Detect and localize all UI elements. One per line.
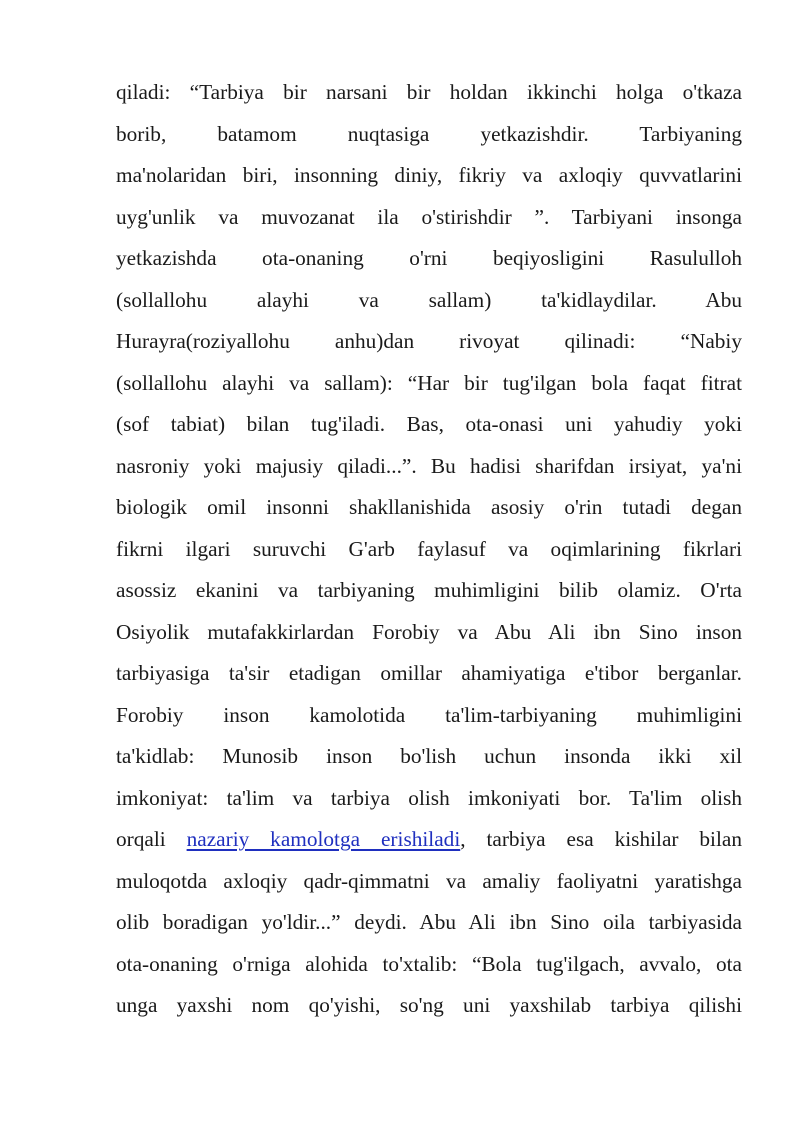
text-line: qiladi: “Tarbiya bir narsani bir holdan ikkinchi holga o'tkaza [116,80,742,104]
text-line: ota-onaning o'rniga alohida to'xtalib: “Bola tug'ilgach, avvalo, ota [116,951,742,976]
text-line: asossiz ekanini va tarbiyaning muhimligini bilib olamiz. O'rta [116,578,742,602]
text-line: unga yaxshi nom qo'yishi, so'ng uni yaxshilab tarbiya qilishi [116,993,742,1017]
text-line-with-link [116,819,742,861]
text-line: Osiyolik mutafakkirlardan Forobiy va Abu Ali ibn Sino inson [116,619,742,644]
text-line: muloqotda axloqiy qadr-qimmatni va amaliy faoliyatni yaratishga [116,868,742,893]
text-line: (sollallohu alayhi va sallam) ta'kidlaydilar. Abu [116,287,742,312]
text-line: tarbiyasiga ta'sir etadigan omillar ahamiyatiga e'tibor berganlar. [116,661,742,685]
text-line: (sollallohu alayhi va sallam): “Har bir tug'ilgan bola faqat fitrat [116,370,742,395]
link-prefix-text: orqali [116,827,187,851]
text-line: nasroniy yoki majusiy qiladi...”. Bu hadisi sharifdan irsiyat, ya'ni [116,453,742,478]
text-line: borib, batamom nuqtasiga yetkazishdir. Tarbiyaning [116,121,742,146]
text-line: (sof tabiat) bilan tug'iladi. Bas, ota-onasi uni yahudiy yoki [116,412,742,436]
nazariy-kamolot-link[interactable]: nazariy kamolotga erishiladi [186,827,461,851]
text-line: uyg'unlik va muvozanat ila o'stirishdir ”. Tarbiyani insonga [116,204,742,229]
link-suffix-text: , tarbiya esa kishilar bilan [460,827,742,851]
text-line: yetkazishda ota-onaning o'rni beqiyosligini Rasululloh [116,246,742,270]
text-line: Hurayra(roziyallohu anhu)dan rivoyat qilinadi: “Nabiy [116,329,742,353]
text-line: ta'kidlab: Munosib inson bo'lish uchun insonda ikki xil [116,744,742,768]
text-line: biologik omil insonni shakllanishida asosiy o'rin tutadi degan [116,495,742,519]
text-line: ma'nolaridan biri, insonning diniy, fikriy va axloqiy quvvatlarini [116,163,742,187]
text-line: imkoniyat: ta'lim va tarbiya olish imkoniyati bor. Ta'lim olish [116,785,742,810]
document-body [116,72,742,1027]
text-line: Forobiy inson kamolotida ta'lim-tarbiyaning muhimligini [116,702,742,727]
text-line: fikrni ilgari suruvchi G'arb faylasuf va oqimlarining fikrlari [116,536,742,561]
text-line: olib boradigan yo'ldir...” deydi. Abu Ali ibn Sino oila tarbiyasida [116,910,742,934]
